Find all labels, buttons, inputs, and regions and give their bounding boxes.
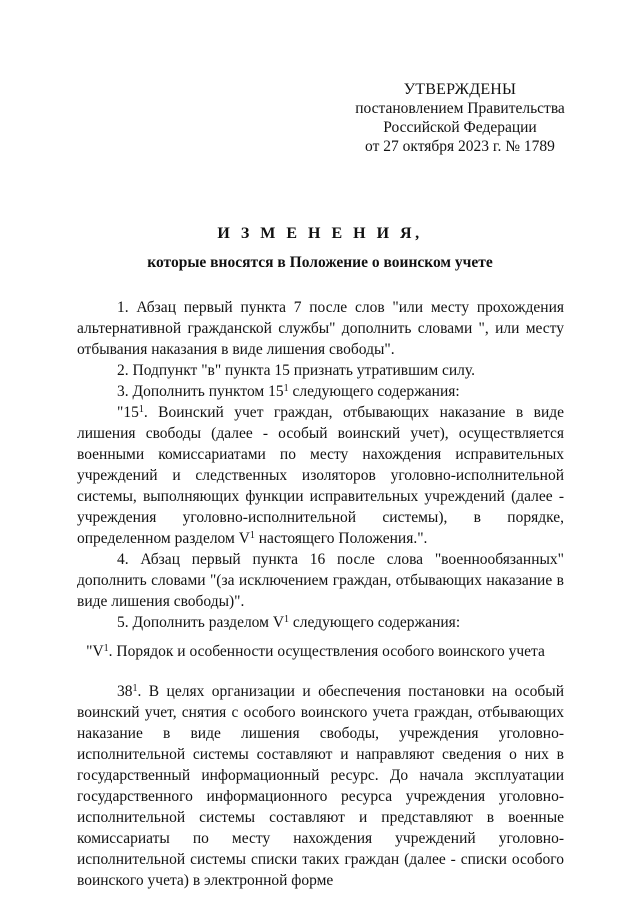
approval-heading: УТВЕРЖДЕНЫ (403, 81, 517, 98)
text-run: . Воинский учет граждан, отбывающих наказание в виде лишения свободы (далее - особый воинский учет), осуществляется военными комиссариатами по месту нахождения исправительных учреждений и следственных изоляторов уголовно-исполнительной системы, выполняющих функции исправительных учреждений (далее - учреждения уголовно-исполнительной системы), в порядке, определенном разделом V (77, 404, 564, 547)
text-run: . Порядок и особенности осуществления особого воинского учета (108, 643, 545, 660)
text-run: "V (86, 643, 104, 660)
text-run: 5. Дополнить разделом V (117, 614, 285, 631)
paragraph-4 (77, 402, 564, 549)
approval-line-2: Российской Федерации (383, 119, 537, 136)
superscript: 1 (283, 383, 289, 394)
superscript: 1 (249, 530, 255, 541)
text-run: "15 (117, 404, 139, 421)
text-run: 38 (117, 683, 133, 700)
document-body (77, 297, 564, 891)
paragraph-3 (77, 381, 564, 402)
paragraph-5: 4. Абзац первый пункта 16 после слова "военнообязанных" дополнить словами "(за исключением граждан, отбывающих наказание в виде лишения свободы)". (77, 551, 564, 610)
paragraph-6 (77, 612, 564, 633)
title-main: И З М Е Н Е Н И Я, (217, 225, 423, 242)
text-run: следующего содержания: (288, 383, 460, 400)
approval-block (340, 80, 580, 156)
superscript: 1 (103, 643, 109, 654)
document-title (60, 224, 580, 273)
paragraph-7 (77, 681, 564, 891)
superscript: 1 (132, 683, 138, 694)
paragraph-2: 2. Подпункт "в" пункта 15 признать утратившим силу. (117, 362, 475, 379)
approval-line-3: от 27 октября 2023 г. № 1789 (365, 138, 555, 155)
title-subtitle: которые вносятся в Положение о воинском учете (147, 254, 493, 271)
text-run: следующего содержания: (289, 614, 461, 631)
text-run: . В целях организации и обеспечения постановки на особый воинский учет, снятия с особого воинского учета граждан, отбывающих наказание в виде лишения свободы, учреждения уголовно-исполнительной системы составляют и направляют сведения о них в государственный информационный ресурс. До начала эксплуатации государственного информационного ресурса учреждения уголовно-исполнительной системы составляют и представляют в военные комиссариаты по месту нахождения учреждений уголовно-исполнительной системы списки таких граждан (далее - списки особого воинского учета) в электронной форме (77, 683, 564, 889)
text-run: настоящего Положения.". (254, 530, 428, 547)
approval-line-1: постановлением Правительства (355, 100, 565, 117)
superscript: 1 (284, 614, 290, 625)
paragraph-1: 1. Абзац первый пункта 7 после слов "или месту прохождения альтернативной гражданской службы" дополнить словами ", или месту отбывания наказания в виде лишения свободы". (77, 299, 564, 358)
text-run: 3. Дополнить пунктом 15 (117, 383, 284, 400)
superscript: 1 (138, 404, 144, 415)
section-heading (67, 641, 564, 662)
